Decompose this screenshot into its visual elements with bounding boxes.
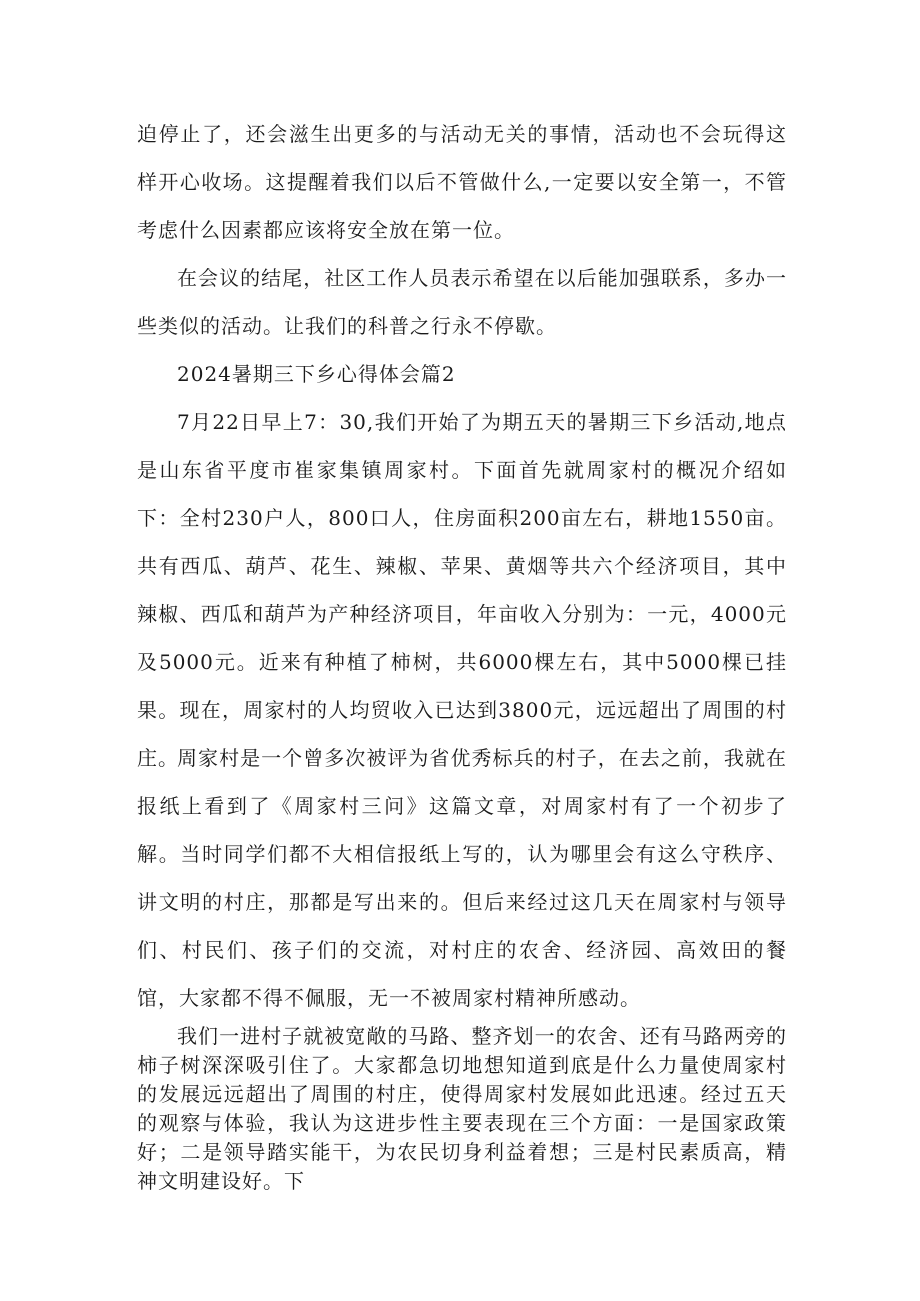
section-heading: 2024暑期三下乡心得体会篇2 xyxy=(177,362,456,386)
paragraph-village-overview: 7月22日早上7：30,我们开始了为期五天的暑期三下乡活动,地点是山东省平度市崔家集镇周家村。下面首先就周家村的概况介绍如下：全村230户人，800口人，住房面积200亩左右，耕地1550亩。共有西瓜、葫芦、花生、辣椒、苹果、黄烟等共六个经济项目，其中辣椒、西瓜和葫芦为产种经济项目，年亩收入分别为：一元，4000元及5000元。近来有种植了柿树，共6000棵左右，其中5000棵已挂果。现在，周家村的人均贸收入已达到3800元，远远超出了周围的村庄。 xyxy=(137,410,787,770)
paragraph-meeting-conclusion: 在会议的结尾，社区工作人员表示希望在以后能加强联系，多办一些类似的活动。让我们的科普之行永不停歇。 xyxy=(137,266,787,338)
paragraph-village-progress: 我们一进村子就被宽敞的马路、整齐划一的农舍、还有马路两旁的柿子树深深吸引住了。大家都急切地想知道到底是什么力量使周家村的发展远远超出了周围的村庄，使得周家村发展如此迅速。经过五天的观察与体验，我认为这进步性主要表现在三个方面：一是国家政策好；二是领导踏实能干，为农民切身利益着想；三是村民素质高，精神文明建设好。下 xyxy=(137,1024,787,1193)
paragraph-safety-reminder: 迫停止了，还会滋生出更多的与活动无关的事情，活动也不会玩得这样开心收场。这提醒着我们以后不管做什么,一定要以安全第一，不管考虑什么因素都应该将安全放在第一位。 xyxy=(137,122,787,242)
paragraph-village-impression: 周家村是一个曾多次被评为省优秀标兵的村子，在去之前，我就在报纸上看到了《周家村三问》这篇文章，对周家村有了一个初步了解。当时同学们都不大相信报纸上写的，认为哪里会有这么守秩序、讲文明的村庄，那都是写出来的。但后来经过这几天在周家村与领导们、村民们、孩子们的交流，对村庄的农舍、经济园、高效田的餐馆，大家都不得不佩服，无一不被周家村精神所感动。 xyxy=(137,746,787,1010)
